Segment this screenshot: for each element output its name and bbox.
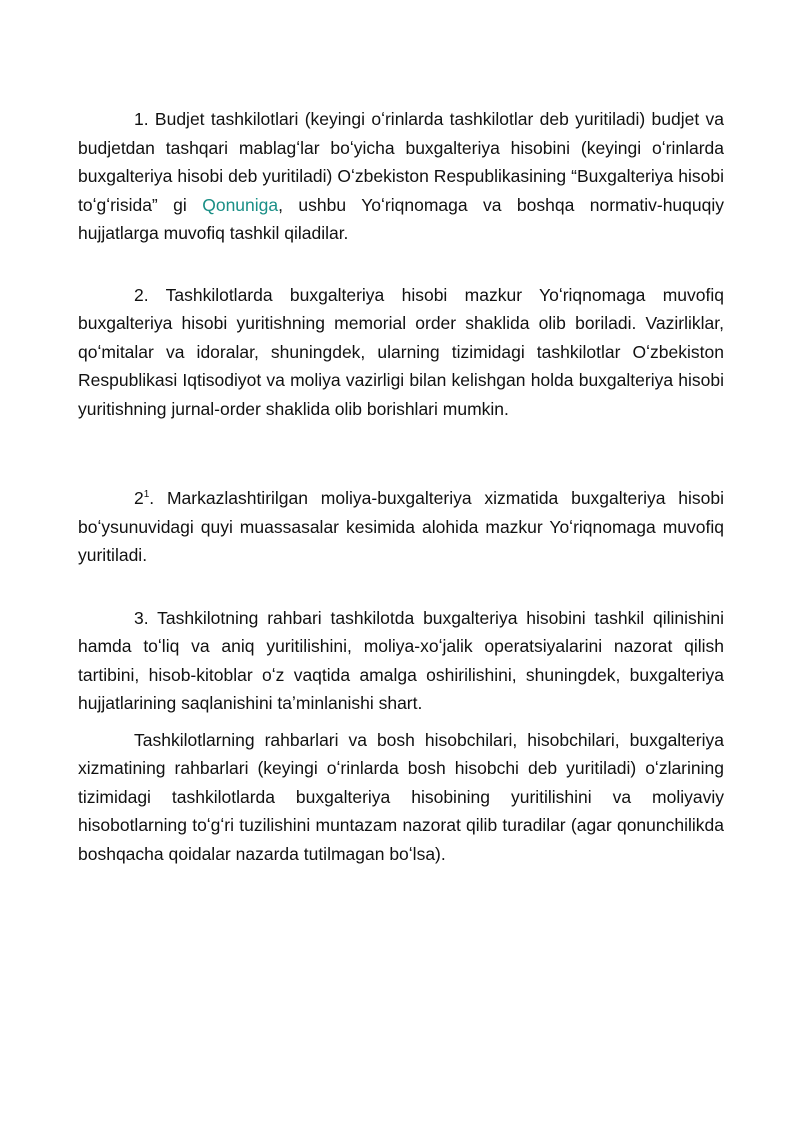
paragraph-4: Tashkilotlarning rahbarlari va bosh hisobchilari, hisobchilari, buxgalteriya xizmatining rahbarlari (keyingi oʻrinlarda bosh hisobchi deb yuritiladi) oʻzlarining tizimidagi tashkilotlarda buxgalteriya hisobining yuritilishini va moliyaviy hisobotlarning toʻgʻri tuzilishini muntazam nazorat qilib turadilar (agar qonunchilikda boshqacha qoidalar nazarda tutilmagan boʻlsa). — [78, 729, 724, 864]
paragraph-2: 2. Tashkilotlarda buxgalteriya hisobi mazkur Yoʻriqnomaga muvofiq buxgalteriya hisobi yuritishning memorial order shaklida olib boriladi. Vazirliklar, qoʻmitalar va idoralar, shuningdek, ularning tizimidagi tashkilotlar Oʻzbekiston Respublikasi Iqtisodiyot va moliya vazirligi bilan kelishgan holda buxgalteriya hisobi yuritishning jurnal-order shaklida olib borishlari mumkin. — [78, 284, 724, 419]
qonuniga-link[interactable]: Qonuniga — [202, 194, 279, 215]
document-body — [78, 105, 724, 868]
paragraph-2-1 — [78, 484, 724, 570]
paragraph-1-text-before: 1. Budjet tashkilotlari (keyingi oʻrinlarda tashkilotlar deb yuritiladi) budjet va budjetdan tashqari mablagʻlar boʻyicha buxgalteriya hisobini (keyingi oʻrinlarda buxgalteriya hisobi deb yuritiladi) Oʻzbekiston Respublikasining “Buxgalteriya hisobi toʻgʻrisida” gi — [78, 109, 724, 215]
paragraph-3: 3. Tashkilotning rahbari tashkilotda buxgalteriya hisobini tashkil qilinishini hamda toʻliq va aniq yuritilishini, moliya-xoʻjalik operatsiyalarini nazorat qilish tartibini, hisob-kitoblar oʻz vaqtida amalga oshirilishini, shuningdek, buxgalteriya hujjatlarining saqlanishini taʼminlanishi shart. — [78, 607, 724, 713]
paragraph-1 — [78, 105, 724, 248]
paragraph-2-1-superscript: 1 — [143, 489, 150, 501]
paragraph-1-text-after: , ushbu Yoʻriqnomaga va boshqa normativ-huquqiy hujjatlarga muvofiq tashkil qiladilar. — [78, 194, 724, 243]
paragraph-2-1-number: 2 — [134, 488, 144, 508]
paragraph-2-1-text: . Markazlashtirilgan moliya-buxgalteriya xizmatida buxgalteriya hisobi boʻysunuvidagi quyi muassasalar kesimida alohida mazkur Yoʻriqnomaga muvofiq yuritiladi. — [78, 488, 724, 565]
